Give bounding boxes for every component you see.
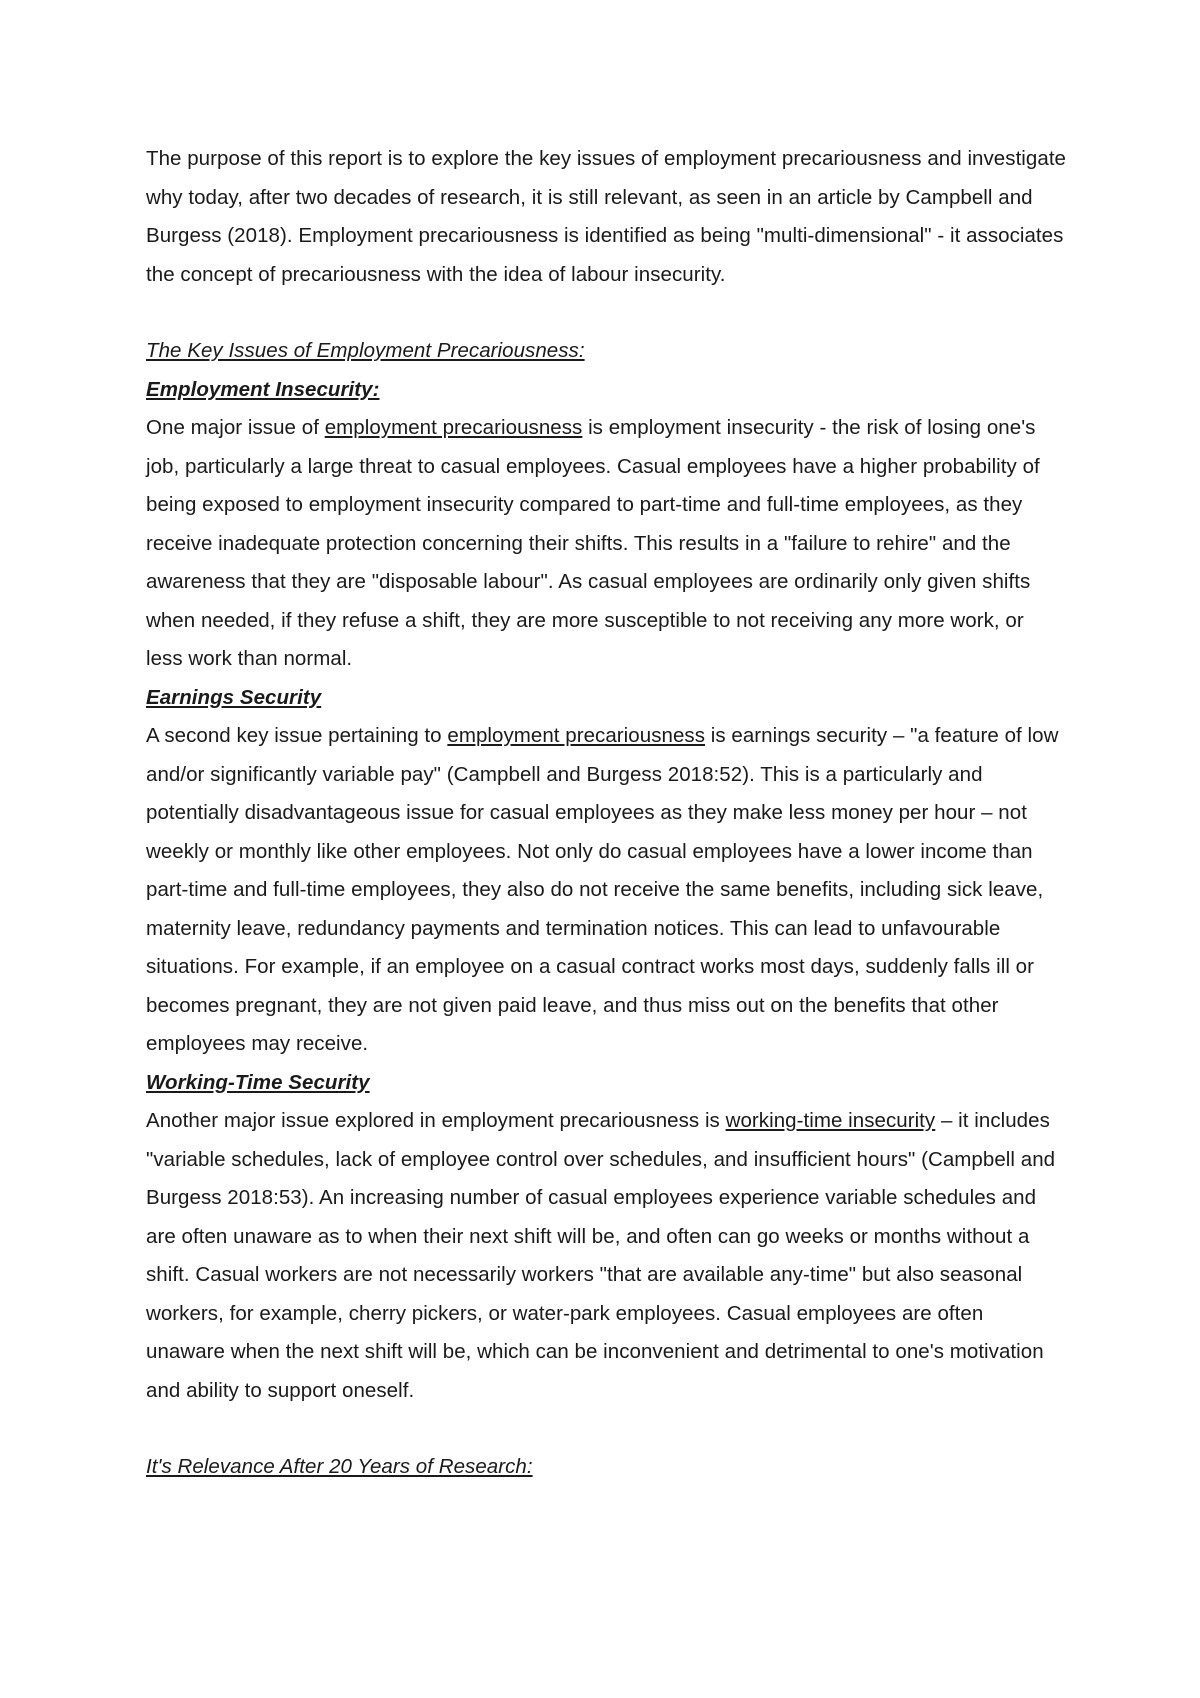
text-run: is earnings security – "a feature of low and/or significantly variable pay" (Campbell and Burgess 2018:52). This is a particularly and potentially disadvantageous issue for casual employees as they make less money per hour – not weekly or monthly like other employees. Not only do casual employees have a lower income than part-time and full-time employees, they also do not receive the same benefits, including sick leave, maternity leave, redundancy payments and termination notices. This can lead to unfavourable situations. For example, if an employee on a casual contract works most days, suddenly falls ill or becomes pregnant, they are not given paid leave, and thus miss out on the benefits that other employees may receive. — [146, 724, 1059, 1055]
spacer — [146, 1410, 1066, 1448]
text-run: One major issue of — [146, 416, 325, 439]
hyperlink-employment-precariousness[interactable]: employment precariousness — [447, 724, 705, 747]
section-heading-relevance: It's Relevance After 20 Years of Research: — [146, 1455, 533, 1478]
section-heading-key-issues: The Key Issues of Employment Precariousness: — [146, 339, 585, 362]
intro-paragraph: The purpose of this report is to explore the key issues of employment precariousness and investigate why today, after two decades of research, it is still relevant, as seen in an article by Campbell and Burgess (2018). Employment precariousness is identified as being "multi-dimensional" - it associates the concept of precariousness with the idea of labour insecurity. — [146, 147, 1067, 286]
paragraph-working-time-security — [146, 1102, 1066, 1410]
text-run: – it includes "variable schedules, lack of employee control over schedules, and insufficient hours" (Campbell and Burgess 2018:53). An increasing number of casual employees experience variable schedules and are often unaware as to when their next shift will be, and often can go weeks or months without a shift. Casual workers are not necessarily workers "that are available any-time" but also seasonal workers, for example, cherry pickers, or water-park employees. Casual employees are often unaware when the next shift will be, which can be inconvenient and detrimental to one's motivation and ability to support oneself. — [146, 1109, 1056, 1402]
subheading-earnings-security: Earnings Security — [146, 685, 322, 709]
hyperlink-employment-precariousness[interactable]: employment precariousness — [324, 416, 583, 439]
subheading-working-time-security: Working-Time Security — [146, 1070, 370, 1094]
document-page — [146, 140, 1066, 1487]
paragraph-employment-insecurity — [146, 409, 1066, 679]
text-run: is employment insecurity - the risk of losing one's job, particularly a large threat to casual employees. Casual employees have a higher probability of being exposed to employment insecurity compared to part-time and full-time employees, as they receive inadequate protection concerning their shifts. This results in a "failure to rehire" and the awareness that they are "disposable labour". As casual employees are ordinarily only given shifts when needed, if they refuse a shift, they are more susceptible to not receiving any more work, or less work than normal. — [146, 416, 1040, 670]
spacer — [146, 294, 1066, 332]
hyperlink-working-time-insecurity[interactable]: working-time insecurity — [725, 1109, 936, 1132]
text-run: Another major issue explored in employment precariousness is — [146, 1109, 726, 1132]
subheading-employment-insecurity: Employment Insecurity: — [146, 377, 380, 401]
text-run: A second key issue pertaining to — [146, 724, 448, 747]
paragraph-earnings-security — [146, 717, 1066, 1064]
